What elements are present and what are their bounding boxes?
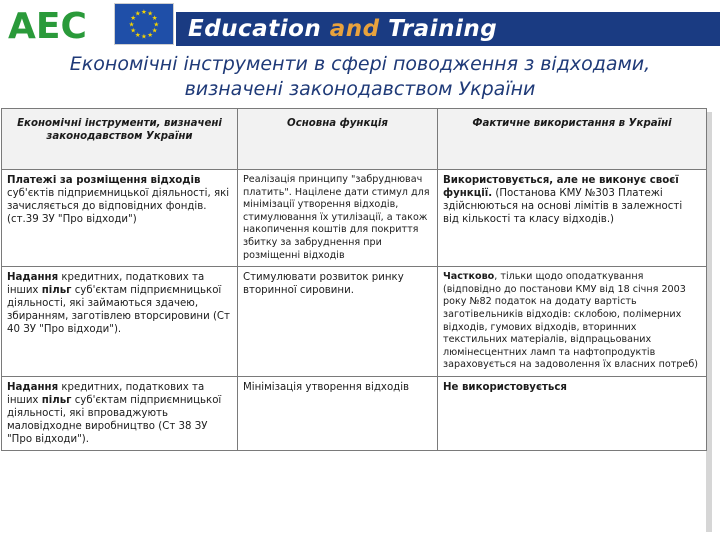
- eu-flag-icon: [114, 3, 174, 45]
- eu-star-icon: ★: [128, 21, 135, 29]
- header: [0, 0, 720, 50]
- eu-star-icon: ★: [130, 27, 137, 35]
- eu-star-icon: ★: [147, 32, 154, 40]
- eu-star-icon: ★: [130, 15, 137, 23]
- banner-word-training: Training: [388, 16, 498, 42]
- eu-star-icon: ★: [134, 10, 141, 18]
- row3-usage: Не використовується: [438, 376, 707, 450]
- row2-usage: Частково, тільки щодо оподаткування (відповідно до постанови КМУ від 18 січня 2003 року №82 податок на додату вартість заготівельників відходів: склобою, полімерних відходів, гумових відходів, вторинних текстильних матеріалів, відпрацьованих люмінесцентних ламп та нафтопродуктів зараховується на задоволення їх власних потреб): [438, 267, 707, 377]
- eu-star-icon: ★: [151, 15, 158, 23]
- row1-usage: Використовується, але не виконує своєї функції. (Постанова КМУ №303 Платежі здійснюються на основі лімітів в залежності від кількості та класу відходів.): [438, 170, 707, 267]
- aec-logo: [6, 4, 96, 44]
- table-row: [2, 267, 707, 377]
- row3-function: Мінімізація утворення відходів: [238, 376, 438, 450]
- eu-star-icon: ★: [147, 10, 154, 18]
- row3-instrument: Надання кредитних, податкових та інших пільг суб'єктам підприємницької діяльності, які впроваджують маловідходне виробництво (Ст 38 ЗУ "Про відходи").: [2, 376, 238, 450]
- eu-star-icon: ★: [141, 33, 147, 41]
- eu-star-icon: ★: [141, 9, 147, 16]
- row2-instrument: Надання кредитних, податкових та інших пільг суб'єктам підприємницької діяльності, які займаються здачею, збиранням, заготівлею вторсировини (Ст 40 ЗУ "Про відходи").: [2, 267, 238, 377]
- header-actual-use: Фактичне використання в Україні: [438, 109, 707, 170]
- instruments-table: [1, 108, 707, 451]
- page-title-line2: визначені законодавством України: [184, 78, 536, 100]
- page-title: [0, 52, 720, 102]
- row1-function: Реалізація принципу "забруднювач платить". Націлене дати стимул для мінімізації утворення відходів, стимулювання їх утилізації, а також накопичення коштів для покриття збитку за забруднення при розміщенні відходів: [238, 170, 438, 267]
- eu-star-icon: ★: [153, 21, 160, 29]
- header-main-function: Основна функція: [238, 109, 438, 170]
- education-training-banner: [176, 12, 720, 46]
- row2-function: Стимулювати розвиток ринку вторинної сировини.: [238, 267, 438, 377]
- banner-word-and: and: [329, 16, 380, 42]
- row1-instrument: Платежі за розміщення відходів суб'єктів підприємницької діяльності, які зачисляється до відповідних фондів. (ст.39 ЗУ "Про відходи"): [2, 170, 238, 267]
- table-row: [2, 170, 707, 267]
- logo-text: AEC: [8, 6, 87, 44]
- eu-star-icon: ★: [134, 32, 141, 40]
- eu-star-icon: ★: [151, 27, 158, 35]
- table-row: [2, 376, 707, 450]
- banner-title: [188, 16, 497, 42]
- header-instruments: Економічні інструменти, визначені законодавством України: [2, 109, 238, 170]
- page-title-line1: Економічні інструменти в сфері поводження з відходами,: [69, 53, 651, 75]
- banner-word-education: Education: [188, 16, 322, 42]
- table-header-row: [2, 109, 707, 170]
